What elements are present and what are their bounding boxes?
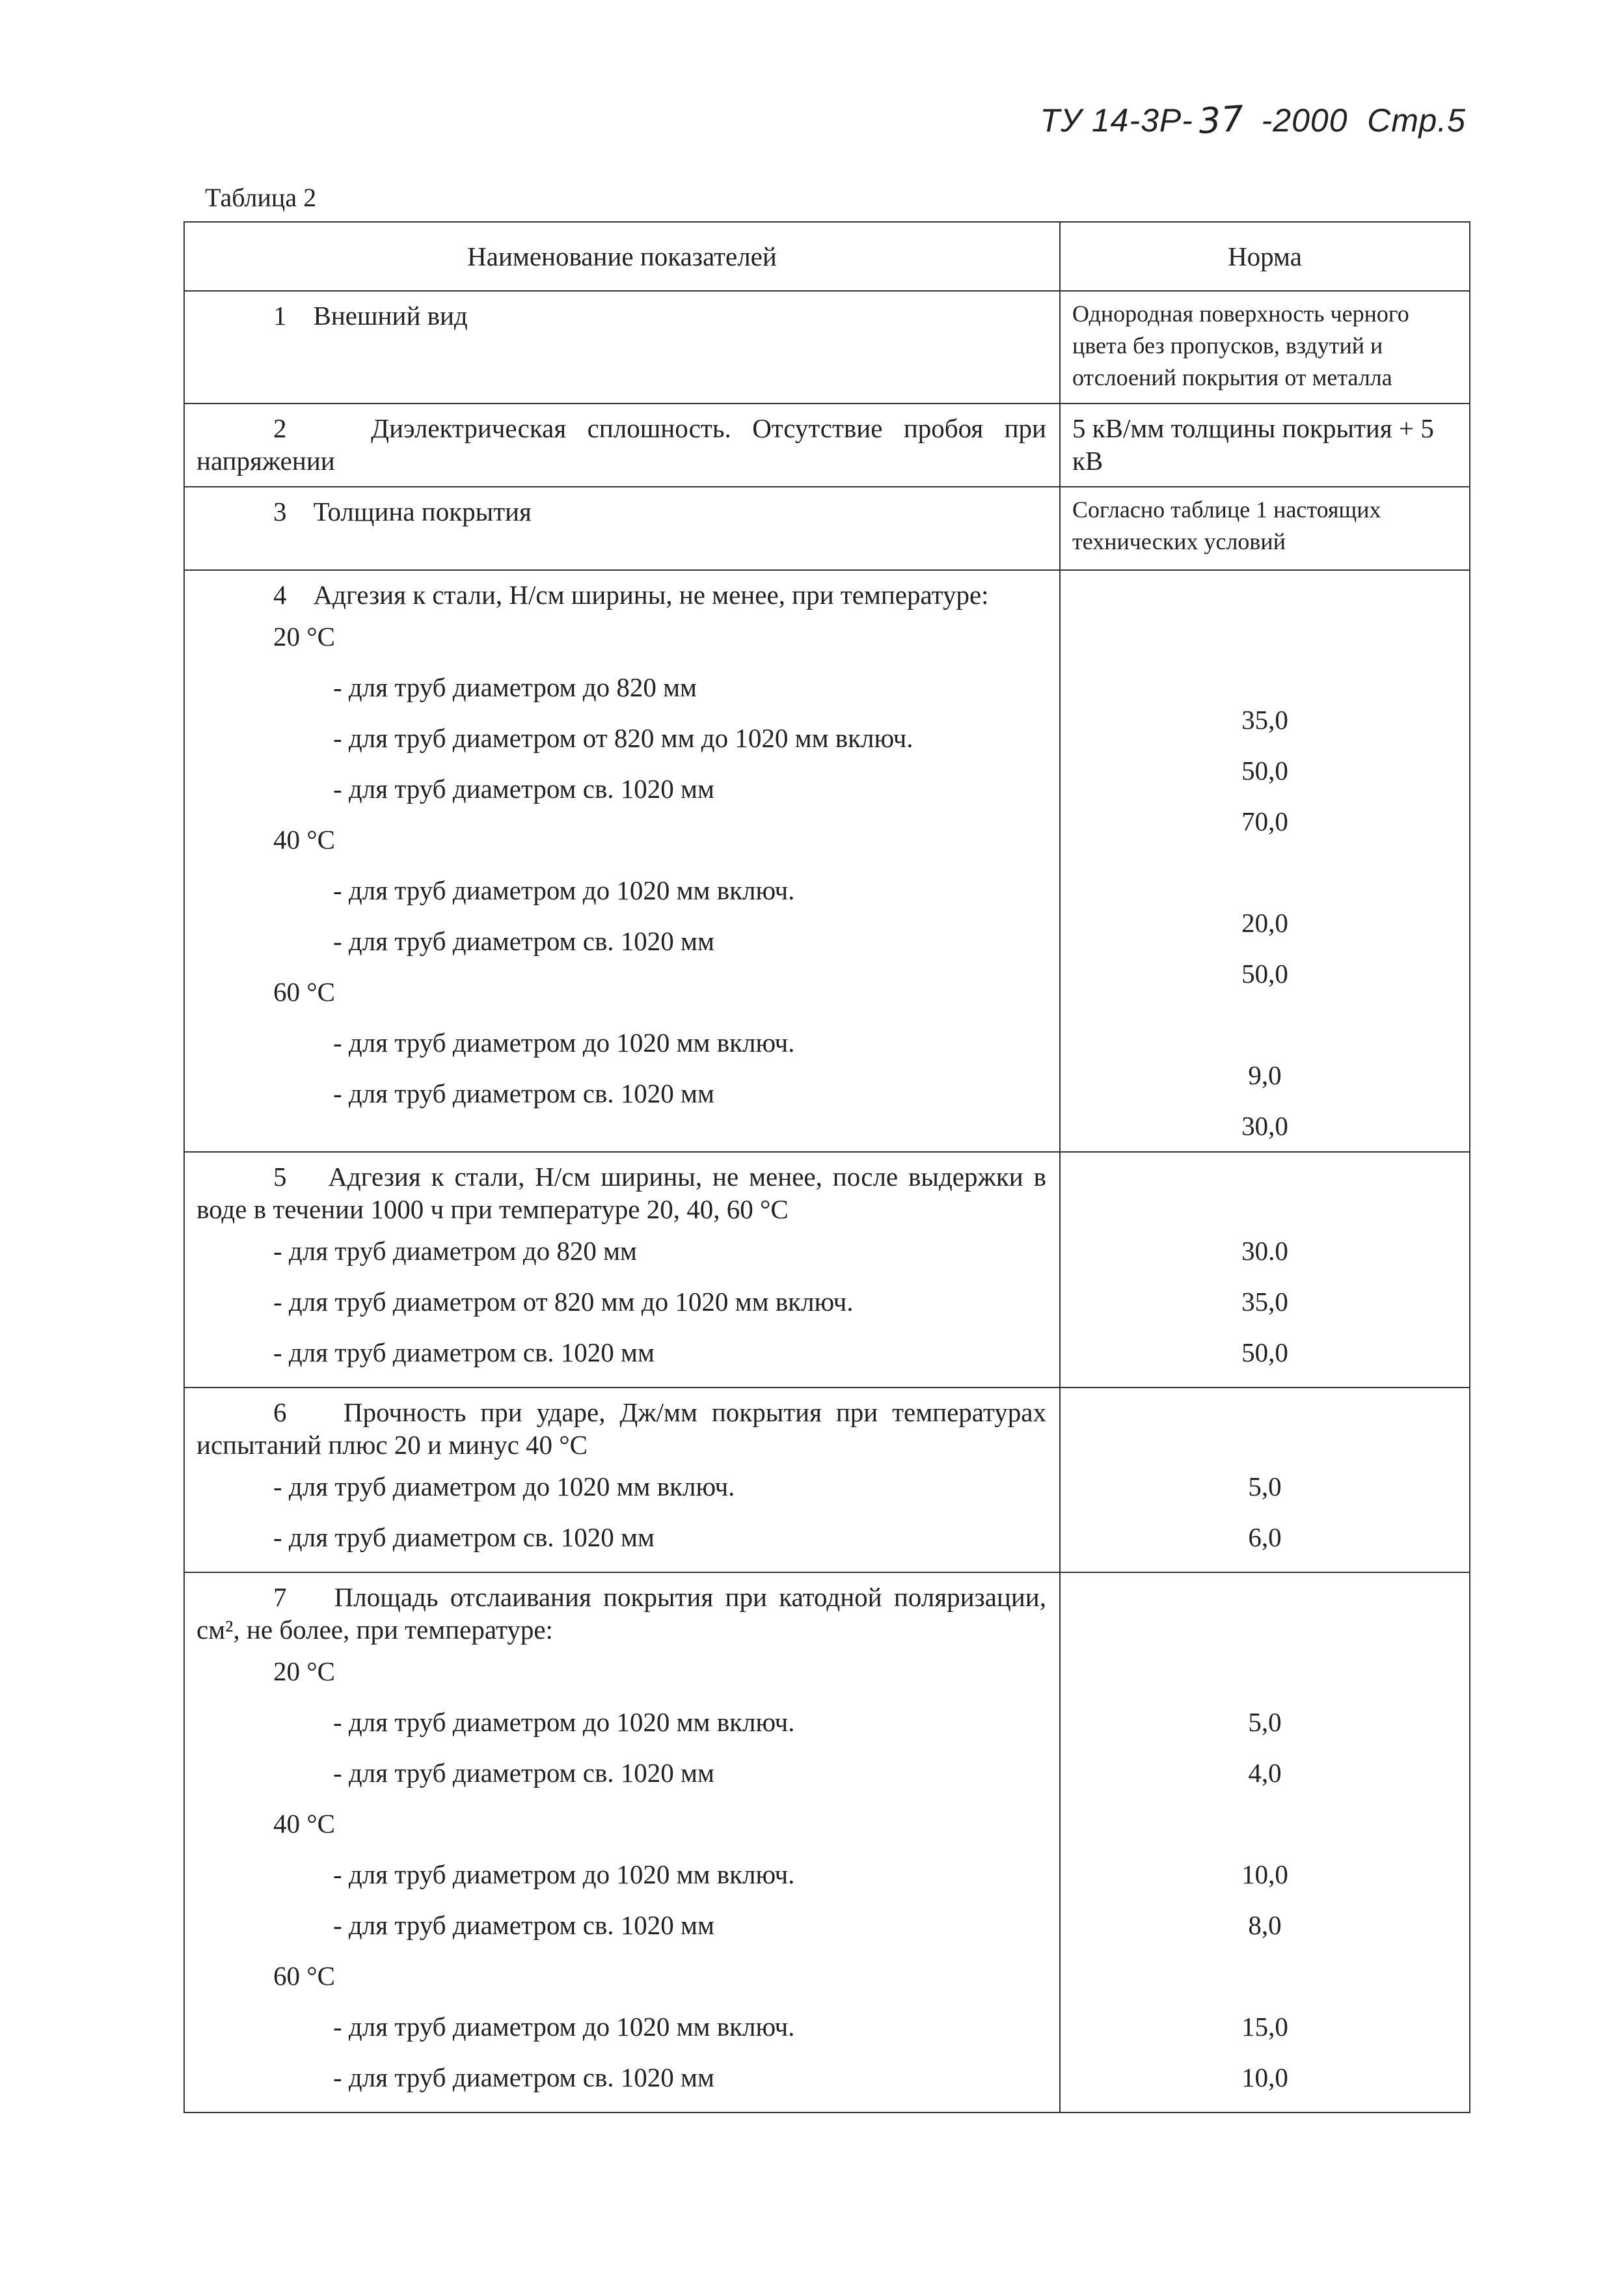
temperature-label: 20 °С [273, 621, 335, 651]
table-row [184, 487, 1470, 570]
pipe-diameter-label: - для труб диаметром св. 1020 мм [333, 773, 714, 804]
norm-text: Согласно таблице 1 настоящих технических условий [1060, 487, 1470, 570]
table-row [184, 1572, 1470, 2112]
norm-value: 8,0 [1248, 1909, 1282, 1940]
pipe-diameter-label: - для труб диаметром до 1020 мм включ. [333, 1706, 795, 1737]
norm-value: 5,0 [1248, 1471, 1282, 1501]
temperature-label: 40 °С [273, 1808, 335, 1839]
norm-value: 9,0 [1248, 1059, 1282, 1090]
pipe-diameter-label: - для труб диаметром до 1020 мм включ. [333, 1027, 795, 1058]
table-row [184, 570, 1470, 1152]
pipe-diameter-label: - для труб диаметром до 1020 мм включ. [333, 875, 795, 905]
norm-value [1061, 999, 1469, 1050]
table-row [184, 1388, 1470, 1572]
pipe-diameter-label: - для труб диаметром св. 1020 мм [273, 1337, 655, 1367]
pipe-diameter-label: - для труб диаметром св. 1020 мм [333, 1757, 714, 1788]
table-row [184, 403, 1470, 487]
indicator-text: 3 Толщина покрытия [273, 496, 532, 526]
indicator-text: 4 Адгезия к стали, Н/см ширины, не менее, при температуре: [273, 579, 989, 610]
norm-value: 30.0 [1241, 1235, 1288, 1266]
norm-text: 5 кВ/мм толщины покрытия + 5 кВ [1060, 403, 1470, 487]
pipe-diameter-label: - для труб диаметром от 820 мм до 1020 мм включ. [333, 722, 914, 753]
norm-value: 15,0 [1241, 2011, 1288, 2042]
norm-text: Однородная поверхность черного цвета без пропусков, вздутий и отслоений покрытия от металла [1060, 291, 1470, 403]
norm-value [1061, 1798, 1469, 1849]
temperature-label: 40 °С [273, 824, 335, 854]
norm-value [1061, 847, 1469, 897]
norm-value: 50,0 [1241, 1337, 1288, 1367]
pipe-diameter-label: - для труб диаметром от 820 мм до 1020 мм включ. [273, 1286, 854, 1317]
norm-value: 35,0 [1241, 704, 1288, 735]
temperature-label: 60 °С [273, 976, 335, 1007]
document-code-prefix: ТУ 14-3Р- [1040, 102, 1193, 139]
pipe-diameter-label: - для труб диаметром до 1020 мм включ. [333, 2011, 795, 2042]
norm-value [1061, 644, 1469, 694]
indicator-text: 7 Площадь отслаивания покрытия при катодной поляризации, см², не более, при температуре: [196, 1581, 1053, 1645]
indicator-text: 6 Прочность при ударе, Дж/мм покрытия при температурах испытаний плюс 20 и минус 40 °С [196, 1397, 1053, 1460]
pipe-diameter-label: - для труб диаметром св. 1020 мм [333, 925, 714, 956]
pipe-diameter-label: - для труб диаметром до 1020 мм включ. [333, 1859, 795, 1889]
indicator-text: 5 Адгезия к стали, Н/см ширины, не менее, после выдержки в воде в течении 1000 ч при температуре 20, 40, 60 °С [196, 1161, 1053, 1224]
table-caption: Таблица 2 [205, 183, 317, 212]
indicator-text: 1 Внешний вид [273, 301, 468, 331]
temperature-label: 60 °С [273, 1960, 335, 1991]
table-row [184, 291, 1470, 403]
norm-value: 50,0 [1241, 958, 1288, 989]
pipe-diameter-label: - для труб диаметром св. 1020 мм [333, 1078, 714, 1108]
indicator-text: 2 Диэлектрическая сплошность. Отсутствие пробоя при напряжении [196, 413, 1053, 476]
pipe-diameter-label: - для труб диаметром св. 1020 мм [333, 2062, 714, 2092]
specification-table [183, 221, 1470, 2113]
column-header-norm: Норма [1060, 222, 1470, 291]
norm-value: 10,0 [1241, 2062, 1288, 2092]
norm-value [1061, 1646, 1469, 1697]
norm-value: 70,0 [1241, 806, 1288, 836]
pipe-diameter-label: - для труб диаметром св. 1020 мм [333, 1909, 714, 1940]
norm-value: 30,0 [1241, 1110, 1288, 1141]
pipe-diameter-label: - для труб диаметром до 820 мм [333, 672, 697, 702]
norm-value: 35,0 [1241, 1286, 1288, 1317]
document-number-handwritten: 37 [1197, 98, 1246, 143]
table-row [184, 1152, 1470, 1388]
norm-value: 50,0 [1241, 755, 1288, 786]
pipe-diameter-label: - для труб диаметром до 1020 мм включ. [273, 1471, 735, 1501]
document-code-suffix: -2000 Стр.5 [1261, 102, 1466, 139]
norm-value [1061, 1950, 1469, 2001]
column-header-indicator: Наименование показателей [184, 222, 1060, 291]
norm-value: 10,0 [1241, 1859, 1288, 1889]
page-header [1040, 98, 1466, 143]
norm-value: 4,0 [1248, 1757, 1282, 1788]
norm-value: 5,0 [1248, 1706, 1282, 1737]
pipe-diameter-label: - для труб диаметром до 820 мм [273, 1235, 638, 1266]
table-header-row [184, 222, 1470, 291]
pipe-diameter-label: - для труб диаметром св. 1020 мм [273, 1522, 655, 1552]
temperature-label: 20 °С [273, 1656, 335, 1686]
norm-value: 6,0 [1248, 1522, 1282, 1552]
norm-value: 20,0 [1241, 907, 1288, 938]
